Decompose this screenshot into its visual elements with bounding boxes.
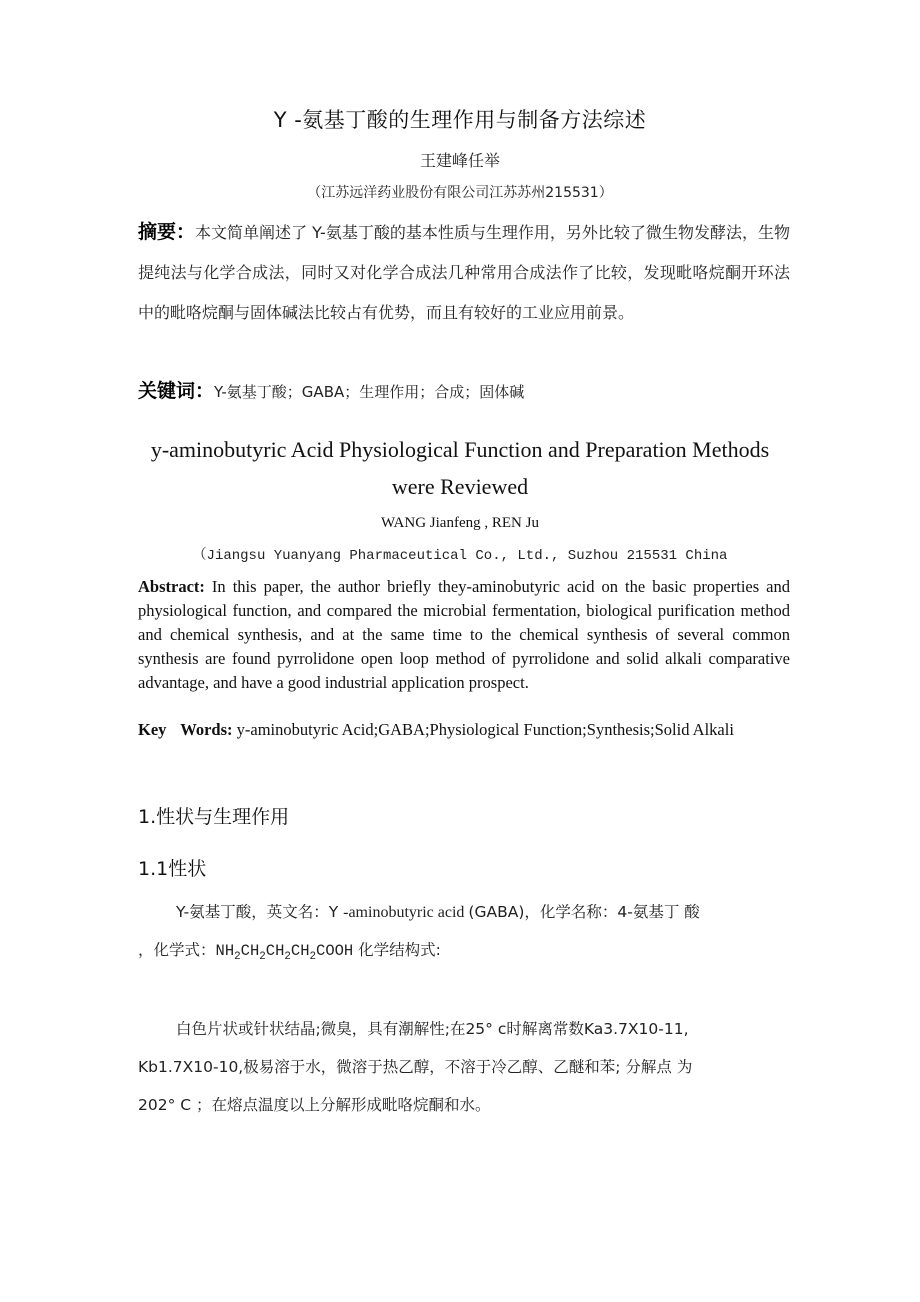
keywords-cn-label: 关键词： [138, 380, 215, 402]
paragraph-line [138, 938, 441, 963]
paper-title-en-line1: y-aminobutyric Acid Physiological Function and Preparation Methods [150, 437, 770, 462]
keywords-en [138, 719, 790, 741]
text-span: (GABA)，化学名称：4-氨基丁 酸 [468, 903, 700, 921]
keywords-en-label: Key Words: [138, 720, 233, 739]
abstract-cn-label: 摘要： [138, 221, 196, 243]
authors-en: WANG Jianfeng , REN Ju [381, 515, 539, 531]
formula-subscript: 2 [259, 950, 266, 963]
text-span: ，化学式： [138, 941, 216, 959]
formula-part: CH [265, 942, 285, 960]
keywords-cn [138, 376, 524, 403]
subsection-heading-1-1: 1.1性状 [138, 858, 207, 880]
keywords-cn-text: Y-氨基丁酸；GABA；生理作用；合成；固体碱 [214, 383, 525, 401]
formula-part: CH [290, 942, 310, 960]
formula-part: CH [240, 942, 260, 960]
text-span: Y-氨基丁酸，英文名：Y [176, 903, 344, 921]
paper-title-cn: Y -氨基丁酸的生理作用与制备方法综述 [273, 108, 647, 132]
authors-cn: 王建峰任举 [419, 151, 500, 170]
affiliation-cn: （江苏远洋药业股份有限公司江苏苏州215531） [307, 185, 613, 201]
formula-part: COOH [316, 942, 354, 960]
paragraph-line [176, 900, 700, 922]
chemical-formula [215, 942, 354, 963]
abstract-en-text: In this paper, the author briefly they-aminobutyric acid on the basic properties and physiological function, and compared the microbial fermentation, biological purification method and chemical synthesis, and at the same time to the chemical synthesis of several common synthesis are found pyrrolidone open loop method of pyrrolidone and solid alkali comparative advantage, and have a good industrial application prospect. [138, 577, 790, 692]
paper-title-en-line2: were Reviewed [391, 474, 529, 499]
formula-subscript: 2 [284, 950, 291, 963]
abstract-en [138, 575, 790, 695]
paragraph-line: 白色片状或针状结晶;微臭，具有潮解性;在25° c时解离常数Ka3.7X10-11, [176, 1020, 689, 1038]
text-span-english-name: -aminobutyric acid [343, 904, 469, 921]
formula-subscript: 2 [309, 950, 317, 963]
section-heading-1: 1.性状与生理作用 [138, 806, 290, 828]
abstract-en-label: Abstract: [138, 577, 205, 596]
abstract-cn [138, 212, 790, 333]
keywords-en-text: y-aminobutyric Acid;GABA;Physiological Function;Synthesis;Solid Alkali [232, 720, 734, 739]
formula-part: NH [215, 942, 235, 960]
affiliation-en: （Jiangsu Yuanyang Pharmaceutical Co., Ltd., Suzhou 215531 China [192, 548, 728, 564]
formula-subscript: 2 [234, 950, 241, 963]
paragraph-line: 202° C ；在熔点温度以上分解形成毗咯烷酮和水。 [138, 1096, 491, 1114]
paragraph-line: Kb1.7X10-10,极易溶于水，微溶于热乙醇，不溶于冷乙醇、乙醚和苯; 分解点 为 [138, 1058, 693, 1076]
abstract-cn-text: 本文简单阐述了 Y-氨基丁酸的基本性质与生理作用，另外比较了微生物发酵法，生物提纯法与化学合成法，同时又对化学合成法几种常用合成法作了比较，发现毗咯烷酮开环法中的毗咯烷酮与固体碱法比较占有优势，而且有较好的工业应用前景。 [138, 223, 790, 322]
text-span: 化学结构式: [353, 941, 441, 959]
